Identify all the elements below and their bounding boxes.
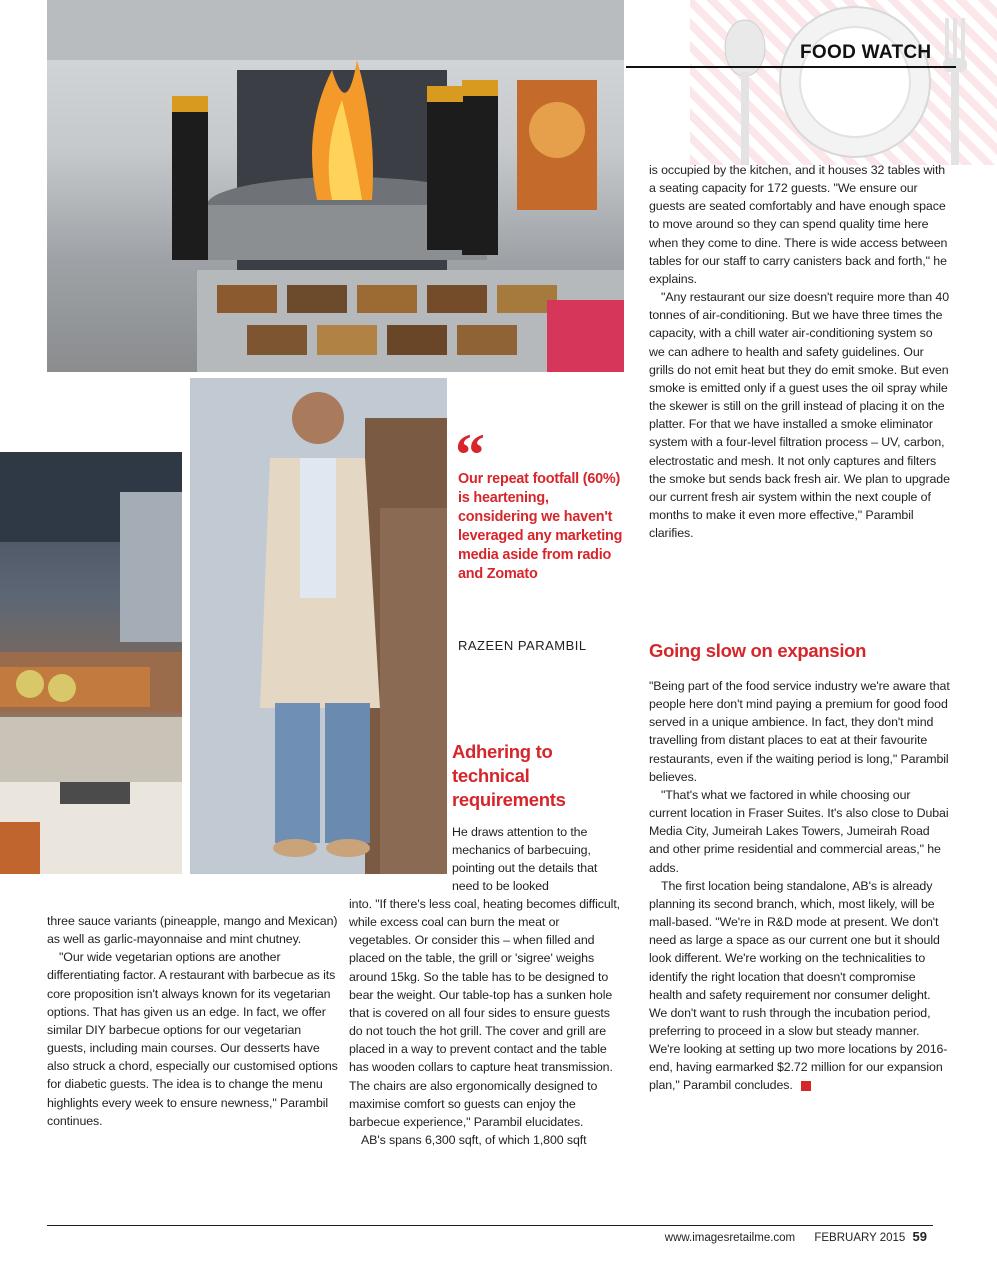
razeen-parambil-portrait-photo [190, 378, 447, 874]
pull-quote-attribution: RAZEEN PARAMBIL [458, 638, 587, 653]
restaurant-interior-photo [0, 452, 182, 874]
paragraph: "That's what we factored in while choosing our current location in Fraser Suites. It's also close to Dubai Media City, Jumeirah Lakes Towers, Jumeirah Road and other prime residential and commercial areas," he adds. [649, 787, 949, 875]
footer-url: www.imagesretailme.com [664, 1232, 796, 1244]
plate-icon [690, 0, 997, 165]
footer-rule [47, 1225, 933, 1226]
subhead-technical-requirements: Adhering to technical requirements [452, 741, 566, 810]
body-column-middle-narrow [452, 823, 622, 896]
paragraph [649, 877, 951, 1095]
paragraph: AB's spans 6,300 sqft, of which 1,800 sqft [361, 1133, 587, 1148]
paragraph: three sauce variants (pineapple, mango and Mexican) as well as garlic-mayonnaise and mint chutney. [47, 914, 338, 947]
kitchen-photo [47, 0, 624, 372]
footer-issue-date: FEBRUARY 2015 [814, 1232, 906, 1244]
paragraph: He draws attention to the mechanics of barbecuing, pointing out the details that need to be looked [452, 825, 598, 894]
paragraph: is occupied by the kitchen, and it houses 32 tables with a seating capacity for 172 guests. "We ensure our guests are seated comfortably and have enough space to move around so they can spend quality time here when they come to dine. There is wide access between tables for our staff to carry canisters back and forth," he explains. [649, 163, 948, 286]
paragraph: "Our wide vegetarian options are another differentiating factor. A restaurant with barbecue as its core proposition isn't always known for its vegetarian options. That has given us an edge. In fact, we offer similar DIY barbecue options for our vegetarian guests, including main courses. Our desserts have also struck a chord, especially our customised options for diabetic guests. The idea is to change the menu highlights every week to ensure newness," Parambil continues. [47, 950, 338, 1128]
quote-mark-icon: “ [455, 422, 485, 488]
header-rule [626, 66, 956, 68]
subhead-expansion: Going slow on expansion [649, 640, 867, 661]
body-column-middle [349, 895, 622, 1149]
header-plate-cutlery-art [690, 0, 997, 165]
pull-quote: Our repeat footfall (60%) is heartening, considering we haven't leveraged any marketing media aside from radio and Zomato [458, 471, 623, 582]
body-column-left [47, 912, 343, 1130]
end-mark-icon [801, 1081, 811, 1091]
paragraph: "Any restaurant our size doesn't require more than 40 tonnes of air-conditioning. But we have three times the capacity, with a chill water air-conditioning system so we can adhere to health and safety guidelines. Our grills do not emit heat but they do emit smoke. But even smoke is emitted only if a guest uses the oil spray while the skewer is still on the grill instead of placing it on the platter. For that we have installed a smoke eliminator system with a four-level filtration process – UV, carbon, electrostatic and mesh. It not only captures and filters the smoke but sends back fresh air. We plan to upgrade our current fresh air system within the next couple of months to make it even more effective," Parambil clarifies. [649, 290, 950, 541]
page-number: 59 [912, 1229, 927, 1244]
paragraph-text: The first location being standalone, AB's is already planning its second branch, which, most likely, will be mall-based. "We're in R&D mode at present. We don't need as large a space as our current one but it should look different. We're working on the technicalities to identify the right location that doesn't compromise health and safety requirement nor consumer delight. We don't want to rush through the incubation period, preferring to proceed in a slow but steady manner. We're looking at setting up two more locations by 2016-end, having earmarked $2.72 million for our expansion plan," Parambil concludes. [649, 878, 948, 1093]
body-column-right-bottom [649, 677, 951, 1095]
footer [665, 1229, 927, 1244]
section-label: FOOD WATCH [800, 42, 932, 63]
body-column-right-top [649, 161, 951, 542]
paragraph: "Being part of the food service industry we're aware that people here don't mind paying a premium for good food served in a unique ambience. In fact, they don't mind travelling from distant places to eat at their favourite restaurants, even if the waiting period is long," Parambil believes. [649, 679, 950, 784]
paragraph: into. "If there's less coal, heating becomes difficult, while excess coal can burn the meat or vegetables. Or consider this – when filled and placed on the table, the grill or 'sigree' weighs around 15kg. So the table has to be designed to bear the weight. Our table-top has a sunken hole that is covered on all four sides to ensure guests do not touch the hot grill. The cover and grill are placed in a way to prevent contact and the table has wooden collars to capture heat transmission. The chairs are also ergonomically designed to maximise comfort so guests can enjoy the barbecue experience," Parambil elucidates. [349, 897, 621, 1129]
